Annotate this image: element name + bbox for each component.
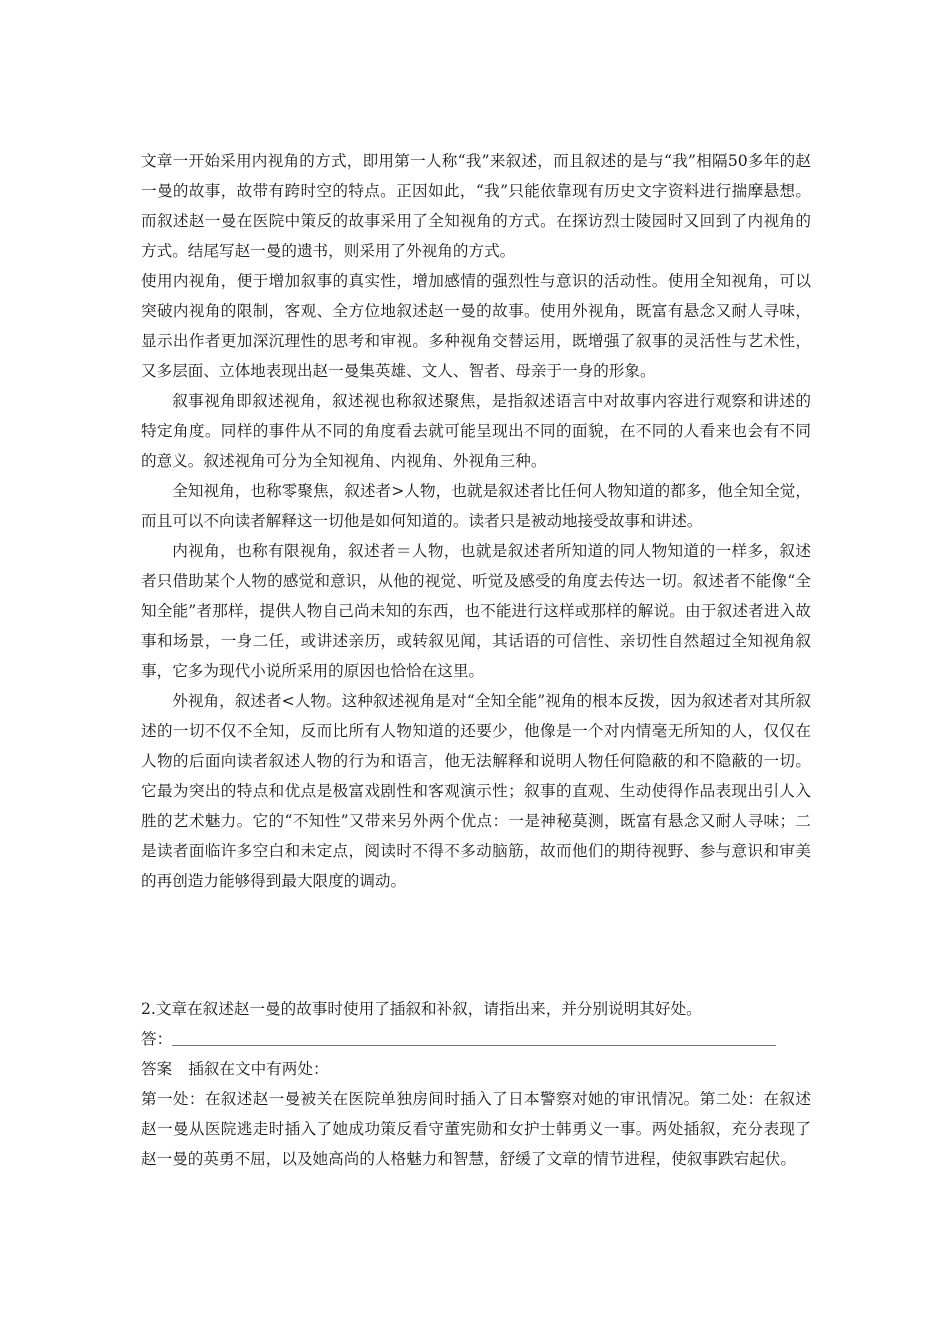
answer-label: 答案: [141, 1060, 173, 1078]
paragraph-4: 全知视角，也称零聚焦，叙述者>人物，也就是叙述者比任何人物知道的都多，他全知全觉，而且可以不向读者解释这一切他是如何知道的。读者只是被动地接受故事和讲述。: [141, 482, 811, 530]
answer-line: [141, 1024, 811, 1054]
answer-intro: 插叙在文中有两处：: [188, 1060, 329, 1078]
paragraph-1: 文章一开始采用内视角的方式，即用第一人称“我”来叙述，而且叙述的是与“我”相隔50多年的赵一曼的故事，故带有跨时空的特点。正因如此，“我”只能依靠现有历史文字资料进行揣摩悬想。而叙述赵一曼在医院中策反的故事采用了全知视角的方式。在探访烈士陵园时又回到了内视角的方式。结尾写赵一曼的遗书，则采用了外视角的方式。: [141, 152, 811, 260]
paragraph-2: 使用内视角，便于增加叙事的真实性，增加感情的强烈性与意识的活动性。使用全知视角，可以突破内视角的限制，客观、全方位地叙述赵一曼的故事。使用外视角，既富有悬念又耐人寻味，显示出作者更加深沉理性的思考和审视。多种视角交替运用，既增强了叙事的灵活性与艺术性，又多层面、立体地表现出赵一曼集英雄、文人、智者、母亲于一身的形象。: [141, 272, 811, 380]
paragraph-6: 外视角，叙述者<人物。这种叙述视角是对“全知全能”视角的根本反拨，因为叙述者对其所叙述的一切不仅不全知，反而比所有人物知道的还要少，他像是一个对内情毫无所知的人，仅仅在人物的后面向读者叙述人物的行为和语言，他无法解释和说明人物任何隐蔽的和不隐蔽的一切。它最为突出的特点和优点是极富戏剧性和客观演示性；叙事的直观、生动使得作品表现出引人入胜的艺术魅力。它的“不知性”又带来另外两个优点：一是神秘莫测，既富有悬念又耐人寻味；二是读者面临许多空白和未定点，阅读时不得不多动脑筋，故而他们的期待视野、参与意识和审美的再创造力能够得到最大限度的调动。: [141, 692, 811, 890]
document-body: [141, 146, 811, 1174]
paragraph-5: 内视角，也称有限视角，叙述者＝人物，也就是叙述者所知道的同人物知道的一样多，叙述者只借助某个人物的感觉和意识，从他的视觉、听觉及感受的角度去传达一切。叙述者不能像“全知全能”者那样，提供人物自己尚未知的东西，也不能进行这样或那样的解说。由于叙述者进入故事和场景，一身二任，或讲述亲历，或转叙见闻，其话语的可信性、亲切性自然超过全知视角叙事，它多为现代小说所采用的原因也恰恰在这里。: [141, 542, 811, 680]
answer-blank: [172, 1027, 776, 1046]
answer-prefix: 答：: [141, 1030, 173, 1048]
answer-header: [141, 1054, 811, 1084]
question-2: 2.文章在叙述赵一曼的故事时使用了插叙和补叙，请指出来，并分别说明其好处。: [141, 1000, 702, 1018]
paragraph-3: 叙事视角即叙述视角，叙述视也称叙述聚焦，是指叙述语言中对故事内容进行观察和讲述的特定角度。同样的事件从不同的角度看去就可能呈现出不同的面貌，在不同的人看来也会有不同的意义。叙述视角可分为全知视角、内视角、外视角三种。: [141, 392, 811, 470]
answer-body: 第一处：在叙述赵一曼被关在医院单独房间时插入了日本警察对她的审讯情况。第二处：在叙述赵一曼从医院逃走时插入了她成功策反看守董宪勋和女护士韩勇义一事。两处插叙，充分表现了赵一曼的英勇不屈，以及她高尚的人格魅力和智慧，舒缓了文章的情节进程，使叙事跌宕起伏。: [141, 1090, 811, 1168]
